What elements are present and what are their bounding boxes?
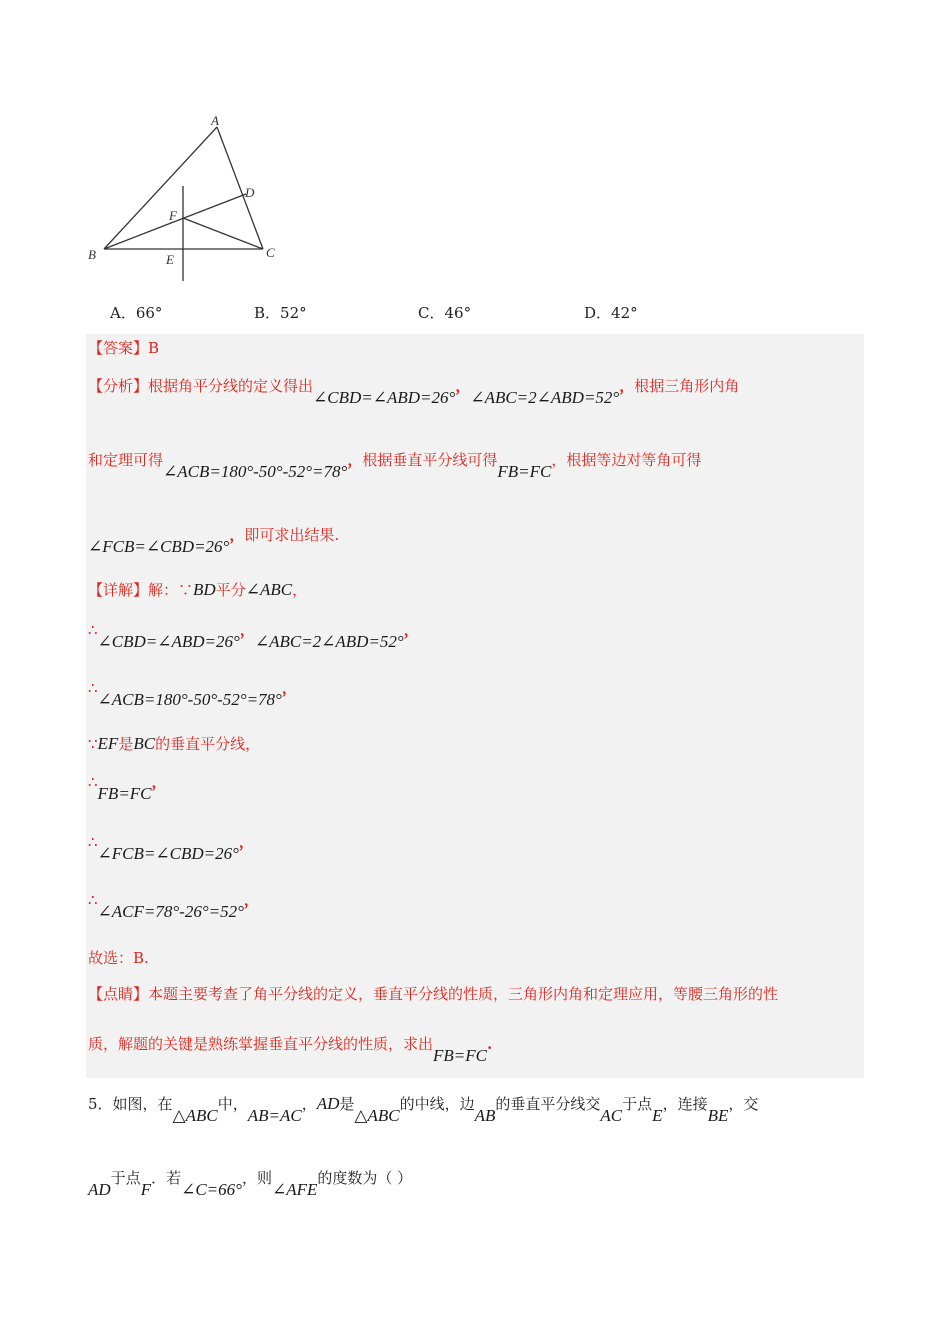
detail-tag: 【详解】 [88,581,149,599]
q5-text-5: 于点 [622,1095,653,1113]
analysis-math-3: ∠ACB=180°-50°-52°=78° [163,462,348,481]
detail-line-2: ∴∠CBD=∠ABD=26°，∠ABC=2∠ABD=52°， [88,621,419,651]
choice-c[interactable]: C．46° [418,304,472,322]
therefore-icon: ∴ [88,679,98,697]
q5-math-10: F [140,1180,152,1199]
q5-math-1: △ABC [172,1106,218,1125]
q5-math-6: AC [600,1106,623,1125]
therefore-icon: ∴ [88,891,98,909]
label-f: F [169,208,177,223]
analysis-text-4: 根据垂直平分线可得 [362,451,498,469]
analysis-math-5: ∠FCB=∠CBD=26° [88,537,230,556]
q5-text-2: 是 [339,1095,355,1113]
q5-math-9: AD [88,1180,111,1199]
choice-d[interactable]: D．42° [584,304,638,322]
comment-text-1: 本题主要考查了角平分线的定义，垂直平分线的性质，三角形内角和定理应用，等腰三角形的性 [148,985,779,1003]
analysis-tag: 【分析】 [88,377,149,395]
q5-text-3: 的中线，边 [399,1095,475,1113]
q5-text-7: ，交 [728,1095,759,1113]
detail-line-6: ∴∠FCB=∠CBD=26°， [88,833,254,863]
label-c: C [266,245,275,260]
detail-line-1: 【详解】解：∵BD平分∠ABC， [88,580,308,599]
analysis-text-2: 根据三角形内角 [634,377,740,395]
because-icon: ∵ [88,735,98,753]
analysis-line-1: 【分析】根据角平分线的定义得出∠CBD=∠ABD=26°，∠ABC=2∠ABD=52°，根据三角形内角 [88,377,740,407]
detail-step-6: ∠ACF=78°-26°=52° [97,902,244,921]
detail-step-1: ∠CBD=∠ABD=26° [97,632,240,651]
therefore-icon: ∴ [88,833,98,851]
analysis-text-1: 根据角平分线的定义得出 [148,377,314,395]
comment-math-1: FB=FC [433,1046,487,1065]
detail-step-1b: ∠ABC=2∠ABD=52° [254,632,404,651]
q5-math-7: E [652,1106,663,1125]
detail-step-4: FB=FC [97,784,152,803]
q5-math-12: ∠AFE [271,1180,318,1199]
choice-list [0,302,950,324]
analysis-math-4: FB=FC [497,462,552,481]
comment-line-1 [88,984,778,1004]
conclusion-line [88,948,149,968]
label-a: A [211,113,219,128]
q5-text-1: 中， [217,1095,248,1113]
conclusion-text: 故选：B. [88,949,149,967]
detail-line-4 [88,734,260,754]
detail-text-1: 解：∵ [148,581,194,599]
label-e: E [166,252,174,267]
label-d: D [245,185,255,200]
therefore-icon: ∴ [88,621,98,639]
detail-text-bisector: 的垂直平分线， [155,735,261,753]
q5-text-9: ．若 [151,1169,182,1187]
q5-text-10: ，则 [241,1169,272,1187]
detail-math-2: ∠ABC [245,580,293,599]
therefore-icon: ∴ [88,773,98,791]
question-5-line-2 [88,1168,413,1199]
q5-math-8: BE [707,1106,729,1125]
answer-line [88,338,159,358]
segment-fc [183,218,263,249]
q5-math-5: AB [474,1106,496,1125]
choice-a[interactable]: A．66° [110,304,163,322]
detail-math-ef: EF [97,734,119,753]
analysis-line-2: 和定理可得∠ACB=180°-50°-52°=78°，根据垂直平分线可得FB=FC，根据等边对等角可得 [88,451,702,481]
detail-line-3: ∴∠ACB=180°-50°-52°=78°， [88,679,297,709]
comment-tag: 【点睛】 [88,985,149,1003]
question-5-line-1: 5．如图，在△ABC中，AB=AC，AD是△ABC的中线，边AB的垂直平分线交AC于点E，连接BE，交 [88,1094,759,1125]
analysis-math-1: ∠CBD=∠ABD=26° [313,388,456,407]
segment-ac [217,127,263,249]
detail-line-7: ∴∠ACF=78°-26°=52°， [88,891,259,921]
analysis-text-5: 根据等边对等角可得 [566,451,702,469]
detail-math-bc: BC [133,734,156,753]
answer-tag: 【答案】 [88,339,149,357]
analysis-line-3: ∠FCB=∠CBD=26°，即可求出结果. [88,526,340,556]
analysis-math-2: ∠ABC=2∠ABD=52° [470,388,620,407]
detail-text-is: 是 [118,735,134,753]
detail-text-2: 平分 [215,581,246,599]
q5-math-3: AD [316,1094,340,1113]
analysis-text-6: 即可求出结果. [244,526,340,544]
q5-math-2: AB=AC [247,1106,302,1125]
q5-text-11: 的度数为（ ） [317,1169,413,1187]
answer-value: B [148,339,160,357]
detail-step-5: ∠FCB=∠CBD=26° [97,844,239,863]
q5-text-8: 于点 [110,1169,141,1187]
q5-math-4: △ABC [354,1106,400,1125]
q5-text-4: 的垂直平分线交 [495,1095,601,1113]
detail-line-5: ∴FB=FC， [88,773,167,803]
detail-math-1: BD [193,580,216,599]
comment-text-2: 质，解题的关键是熟练掌握垂直平分线的性质，求出 [88,1035,434,1053]
choice-b[interactable]: B．52° [254,304,307,322]
segment-ab [104,127,217,249]
q5-math-11: ∠C=66° [181,1180,242,1199]
triangle-figure [80,108,300,288]
q5-number: 5．如图，在 [88,1095,173,1113]
comment-line-2: 质，解题的关键是熟练掌握垂直平分线的性质，求出FB=FC. [88,1035,493,1065]
label-b: B [88,247,96,262]
detail-step-2: ∠ACB=180°-50°-52°=78° [97,690,282,709]
q5-text-6: ，连接 [662,1095,708,1113]
analysis-text-3: 和定理可得 [88,451,164,469]
